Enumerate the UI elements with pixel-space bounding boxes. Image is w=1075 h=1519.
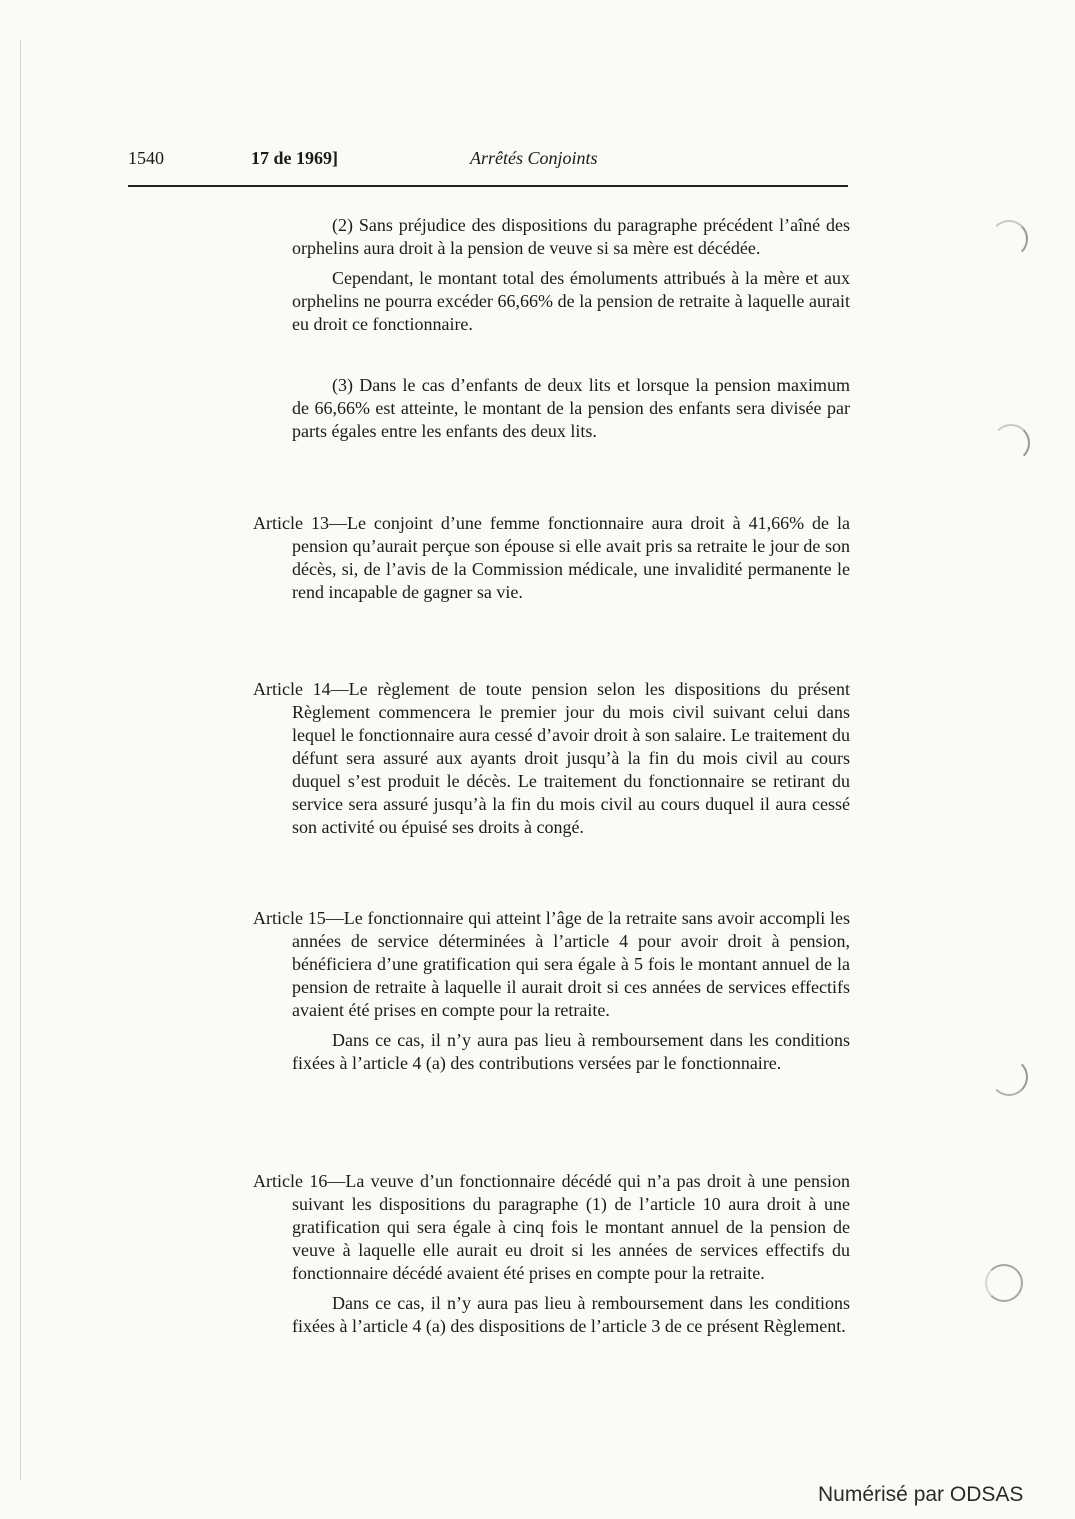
article-13 [253, 512, 850, 604]
page-number: 1540 [128, 148, 164, 168]
punch-hole-mark [990, 220, 1028, 258]
digitization-credit: Numérisé par ODSAS [818, 1483, 1024, 1506]
paragraph-2 [292, 214, 850, 336]
punch-hole-mark [985, 1264, 1023, 1302]
article-15-text: Article 15—Le fonctionnaire qui atteint l’âge de la retraite sans avoir accompli les années de service déterminées à l’article 4 pour avoir droit à pension, bénéficiera d’une gratification qui sera égale à 5 fois le montant annuel de la pension de retraite à laquelle il aurait droit si ces années de services effectifs avaient été prises en compte pour la retraite. [253, 908, 850, 1020]
running-title: Arrêtés Conjoints [470, 148, 598, 168]
header-rule [128, 185, 848, 187]
punch-hole-mark [990, 1058, 1028, 1096]
page-header [0, 148, 1075, 172]
page-left-edge [20, 40, 21, 1480]
article-16-text: Article 16—La veuve d’un fonctionnaire décédé qui n’a pas droit à une pension suivant les dispositions du paragraphe (1) de l’article 10 aura droit à une gratification qui sera égale à cinq fois le montant annuel de la pension de veuve à laquelle elle aurait eu droit si les années de services effectifs du fonctionnaire décédé avaient été prises en compte pour la retraite. [253, 1171, 850, 1283]
paragraph-3-text: (3) Dans le cas d’enfants de deux lits et lorsque la pension maximum de 66,66% est atteinte, le montant de la pension des enfants sera divisée par parts égales entre les enfants des deux lits. [292, 375, 850, 441]
issue-reference: 17 de 1969] [251, 148, 338, 168]
paragraph-2-continuation: Cependant, le montant total des émoluments attribués à la mère et aux orphelins ne pourra excéder 66,66% de la pension de retraite à laquelle aurait eu droit ce fonctionnaire. [292, 268, 850, 334]
article-15-continuation: Dans ce cas, il n’y aura pas lieu à remboursement dans les conditions fixées à l’article 4 (a) des contributions versées par le fonctionnaire. [292, 1030, 850, 1073]
article-13-text: Article 13—Le conjoint d’une femme fonctionnaire aura droit à 41,66% de la pension qu’aurait perçue son épouse si elle avait pris sa retraite le jour de son décès, si, de l’avis de la Commission médicale, une invalidité permanente le rend incapable de gagner sa vie. [253, 513, 850, 602]
article-16-continuation: Dans ce cas, il n’y aura pas lieu à remboursement dans les conditions fixées à l’article 4 (a) des dispositions de l’article 3 de ce présent Règlement. [292, 1293, 850, 1336]
article-16 [253, 1170, 850, 1338]
paragraph-3 [292, 374, 850, 443]
paragraph-2-text: (2) Sans préjudice des dispositions du paragraphe précédent l’aîné des orphelins aura droit à la pension de veuve si sa mère est décédée. [292, 215, 850, 258]
article-14-text: Article 14—Le règlement de toute pension selon les dispositions du présent Règlement commencera le premier jour du mois civil suivant celui dans lequel le fonctionnaire aura cessé d’avoir droit à son salaire. Le traitement du défunt sera assuré aux ayants droit jusqu’à la fin du mois civil au cours duquel s’est produit le décès. Le traitement du fonctionnaire se retirant du service sera assuré jusqu’à la fin du mois civil au cours duquel il aura cessé son activité ou épuisé ses droits à congé. [253, 679, 850, 837]
article-14 [253, 678, 850, 839]
punch-hole-mark [992, 424, 1030, 462]
article-15 [253, 907, 850, 1075]
